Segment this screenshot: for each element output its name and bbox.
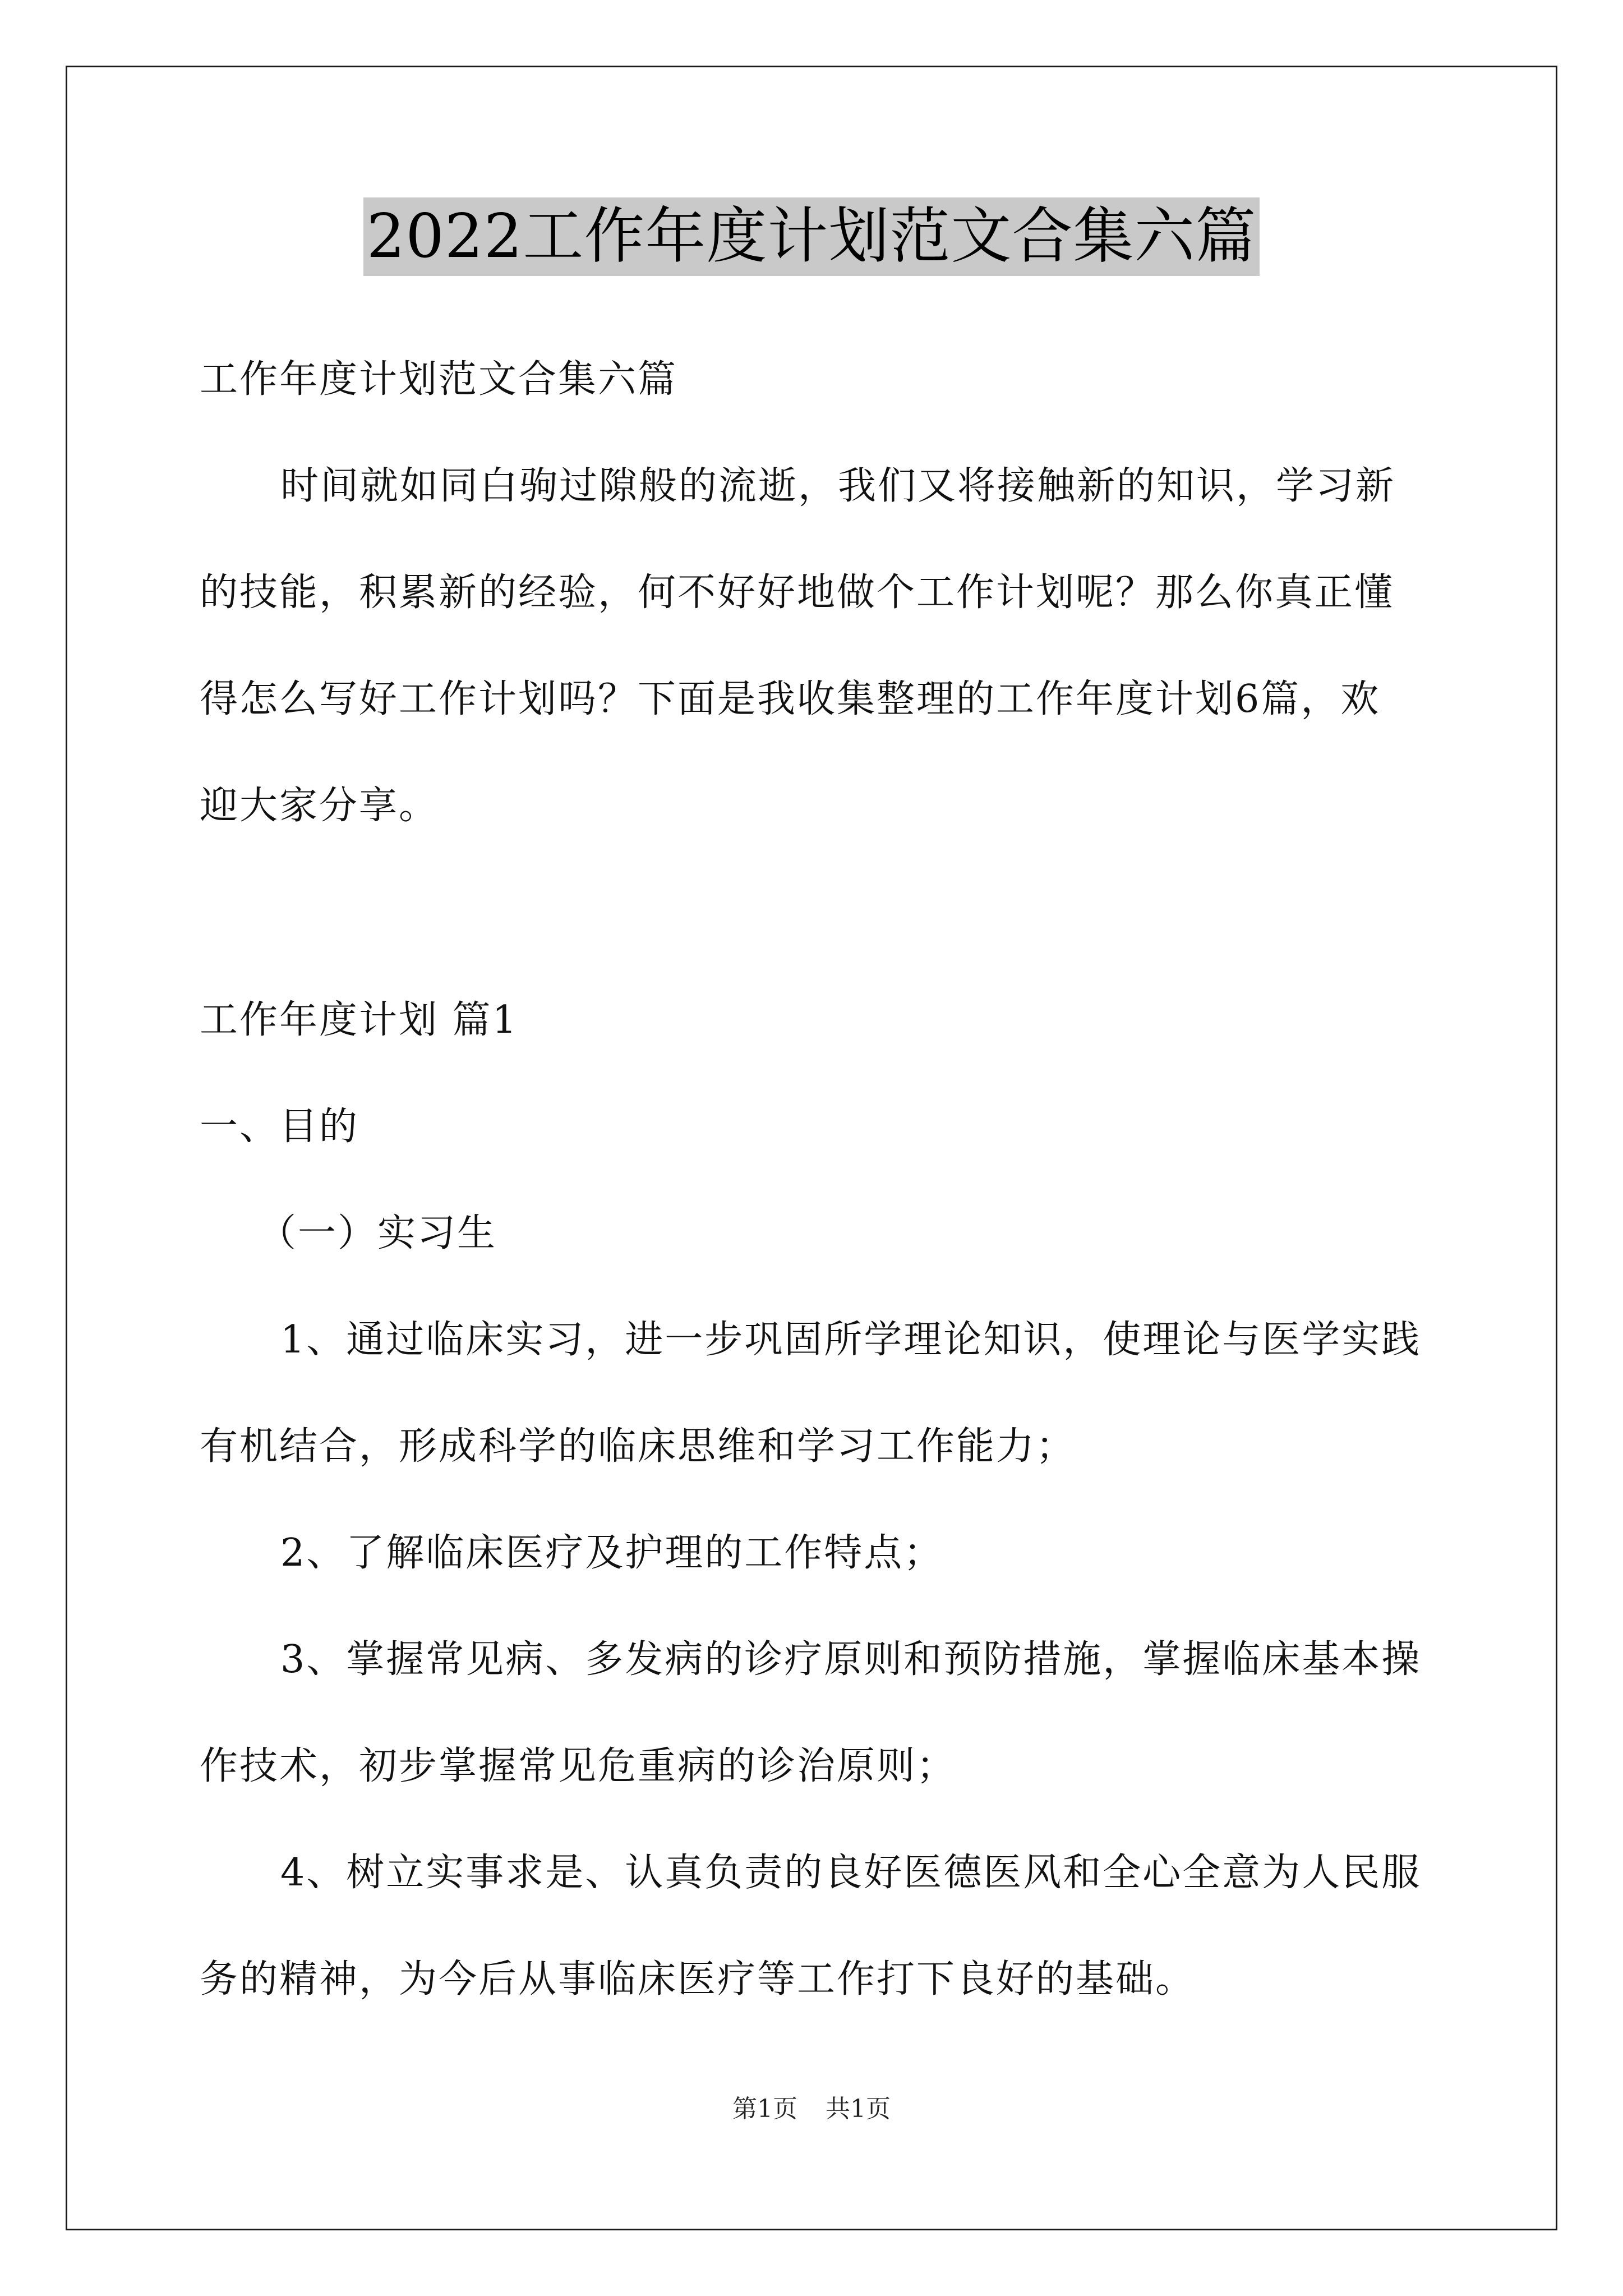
item-line-3: 2、了解临床医疗及护理的工作特点； bbox=[280, 1531, 944, 1575]
page-footer bbox=[0, 2092, 1623, 2126]
item-line-5: 作技术，初步掌握常见危重病的诊治原则； bbox=[200, 1744, 957, 1788]
intro-line-1: 时间就如同白驹过隙般的流逝，我们又将接触新的知识，学习新 bbox=[280, 464, 1396, 508]
page-number: 第1页 bbox=[732, 2095, 797, 2123]
page-total: 共1页 bbox=[826, 2095, 891, 2123]
item-line-4: 3、掌握常见病、多发病的诊疗原则和预防措施，掌握临床基本操 bbox=[280, 1637, 1422, 1682]
part-heading: 一、目的 bbox=[200, 1105, 359, 1149]
title-container bbox=[0, 197, 1623, 282]
sub-heading: （一）实习生 bbox=[258, 1211, 497, 1255]
intro-line-3: 得怎么写好工作计划吗？下面是我收集整理的工作年度计划6篇，欢 bbox=[200, 677, 1381, 721]
intro-line-2: 的技能，积累新的经验，何不好好地做个工作计划呢？那么你真正懂 bbox=[200, 570, 1395, 615]
item-line-2: 有机结合，形成科学的临床思维和学习工作能力； bbox=[200, 1424, 1076, 1469]
item-line-6: 4、树立实事求是、认真负责的良好医德医风和全心全意为人民服 bbox=[280, 1851, 1422, 1895]
document-title: 2022工作年度计划范文合集六篇 bbox=[363, 197, 1260, 276]
document-subtitle: 工作年度计划范文合集六篇 bbox=[200, 357, 678, 402]
item-line-1: 1、通过临床实习，进一步巩固所学理论知识，使理论与医学实践 bbox=[280, 1318, 1422, 1362]
intro-line-4: 迎大家分享。 bbox=[200, 784, 439, 828]
section-heading: 工作年度计划 篇1 bbox=[200, 998, 518, 1042]
item-line-7: 务的精神，为今后从事临床医疗等工作打下良好的基础。 bbox=[200, 1957, 1196, 2001]
